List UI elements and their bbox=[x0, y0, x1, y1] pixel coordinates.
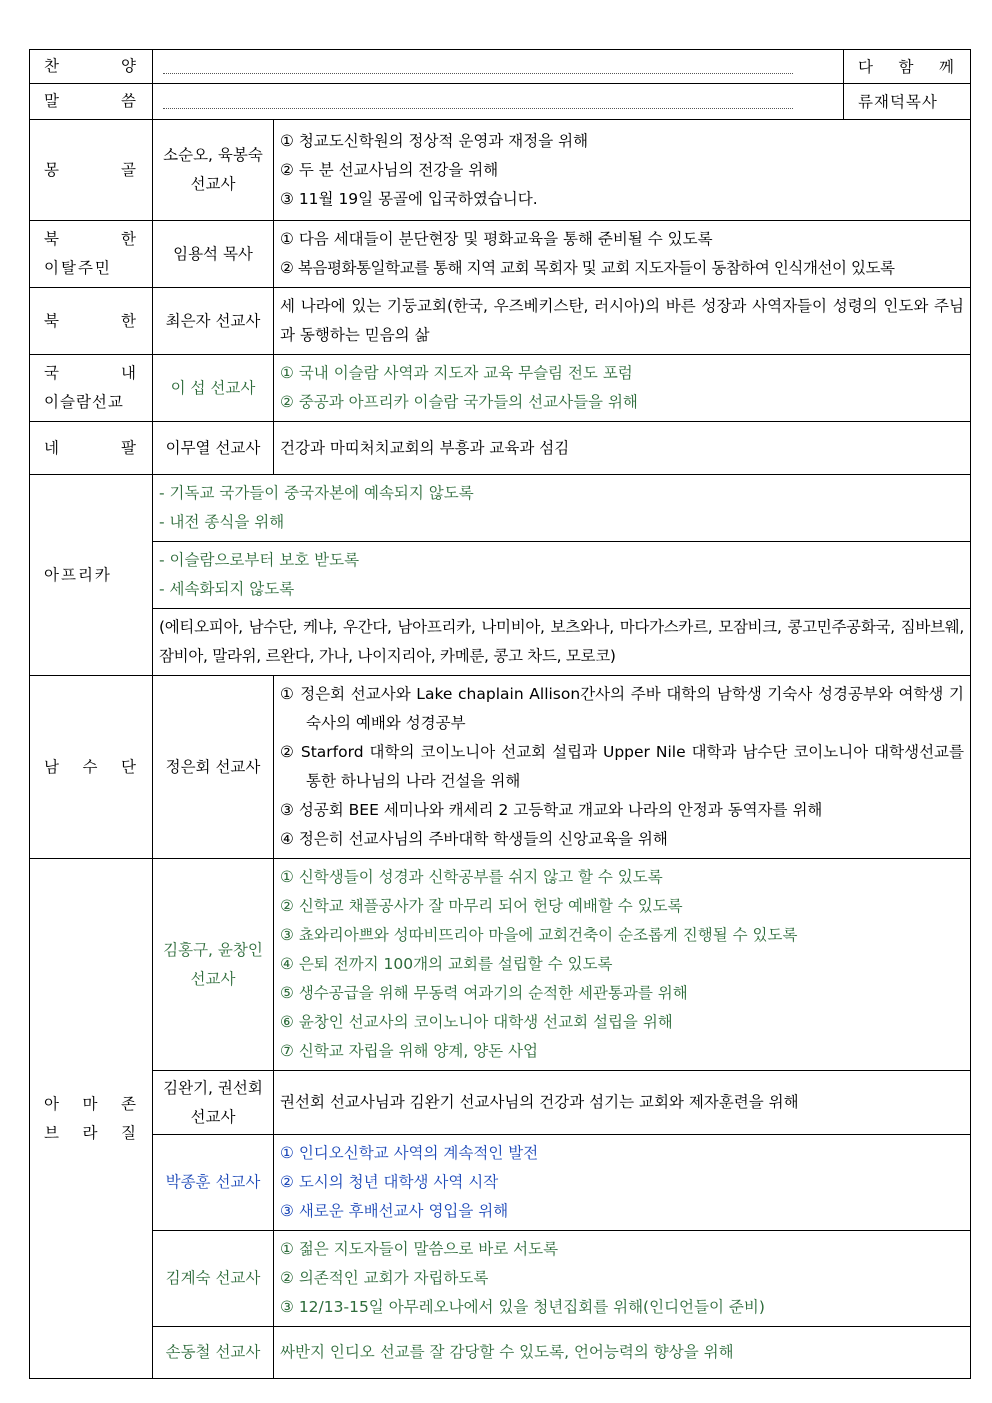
south-sudan-prayers bbox=[274, 676, 971, 859]
prayer-item: - 이슬람으로부터 보호 받도록 bbox=[159, 551, 360, 569]
north-korea-prayer: 세 나라에 있는 기둥교회(한국, 우즈베키스탄, 러시아)의 바른 성장과 사역자들이 성령의 인도와 주님과 동행하는 믿음의 삶 bbox=[274, 288, 971, 355]
domestic-islam-prayers bbox=[274, 355, 971, 422]
amazon-row-4 bbox=[30, 1231, 971, 1327]
prayer-item: ② 신학교 채플공사가 잘 마무리 되어 헌당 예배할 수 있도록 bbox=[280, 897, 683, 915]
amazon-kim-yoon-prayers bbox=[274, 859, 971, 1071]
mongolia-row bbox=[30, 120, 971, 221]
nepal-row bbox=[30, 422, 971, 475]
amazon-row-1 bbox=[30, 859, 971, 1071]
amazon-row-2 bbox=[30, 1071, 971, 1135]
word-row bbox=[30, 84, 971, 120]
nk-defectors-prayers bbox=[274, 221, 971, 288]
praise-label: 찬 양 bbox=[30, 50, 153, 84]
amazon-region: 아 마 존 브 라 질 bbox=[30, 859, 153, 1379]
south-sudan-row bbox=[30, 676, 971, 859]
prayer-item: ④ 은퇴 전까지 100개의 교회를 설립할 수 있도록 bbox=[280, 955, 613, 973]
prayer-item: ③ 성공회 BEE 세미나와 캐세리 2 고등학교 개교와 나라의 안정과 동역자를 위해 bbox=[280, 801, 823, 819]
prayer-item: ① 신학생들이 성경과 신학공부를 쉬지 않고 할 수 있도록 bbox=[280, 868, 663, 886]
mongolia-prayers bbox=[274, 120, 971, 221]
word-preacher: 류재덕목사 bbox=[844, 84, 971, 120]
praise-dotted-line bbox=[153, 50, 844, 84]
prayer-item: ③ 새로운 후배선교사 영입을 위해 bbox=[280, 1202, 509, 1220]
praise-row bbox=[30, 50, 971, 84]
amazon-kim-gye-prayers bbox=[274, 1231, 971, 1327]
amazon-row-3 bbox=[30, 1135, 971, 1231]
amazon-son-prayer: 싸반지 인디오 선교를 잘 감당할 수 있도록, 언어능력의 향상을 위해 bbox=[274, 1327, 971, 1379]
amazon-row-5 bbox=[30, 1327, 971, 1379]
prayer-item: - 세속화되지 않도록 bbox=[159, 580, 295, 598]
word-label: 말 씀 bbox=[30, 84, 153, 120]
word-dotted-line bbox=[153, 84, 844, 120]
domestic-islam-region: 국 내 이슬람선교 bbox=[30, 355, 153, 422]
africa-prayers-1 bbox=[153, 475, 971, 542]
south-sudan-region: 남 수 단 bbox=[30, 676, 153, 859]
prayer-item: ④ 정은히 선교사님의 주바대학 학생들의 신앙교육을 위해 bbox=[280, 830, 668, 848]
prayer-item: ① 젊은 지도자들이 말씀으로 바로 서도록 bbox=[280, 1240, 559, 1258]
prayer-item: ① 정은회 선교사와 Lake chaplain Allison간사의 주바 대학의 남학생 기숙사 성경공부와 여학생 기숙사의 예배와 성경공부 bbox=[280, 685, 964, 732]
prayer-item: - 내전 종식을 위해 bbox=[159, 513, 285, 531]
nepal-region: 네 팔 bbox=[30, 422, 153, 475]
prayer-item: ③ 12/13-15일 아무레오나에서 있을 청년집회를 위해(인디언들이 준비) bbox=[280, 1298, 765, 1316]
prayer-item: ① 국내 이슬람 사역과 지도자 교육 무슬림 전도 포럼 bbox=[280, 364, 633, 382]
amazon-kim-kwon-missionary: 김완기, 권선회 선교사 bbox=[153, 1071, 274, 1135]
domestic-islam-row bbox=[30, 355, 971, 422]
nk-defectors-missionary: 임용석 목사 bbox=[153, 221, 274, 288]
africa-row-3 bbox=[30, 609, 971, 676]
prayer-item: ① 인디오신학교 사역의 계속적인 발전 bbox=[280, 1144, 539, 1162]
amazon-park-missionary: 박종훈 선교사 bbox=[153, 1135, 274, 1231]
prayer-sheet bbox=[29, 49, 970, 1379]
prayer-item: - 기독교 국가들이 중국자본에 예속되지 않도록 bbox=[159, 484, 474, 502]
africa-region: 아프리카 bbox=[30, 475, 153, 676]
nepal-prayer: 건강과 마띠처치교회의 부흥과 교육과 섬김 bbox=[274, 422, 971, 475]
africa-row-2 bbox=[30, 542, 971, 609]
prayer-item: ⑦ 신학교 자립을 위해 양계, 양돈 사업 bbox=[280, 1042, 539, 1060]
prayer-item: ① 청교도신학원의 정상적 운영과 재정을 위해 bbox=[280, 131, 589, 150]
mongolia-region: 몽 골 bbox=[30, 120, 153, 221]
prayer-item: ③ 11월 19일 몽골에 입국하였습니다. bbox=[280, 189, 538, 208]
prayer-item: ② 의존적인 교회가 자립하도록 bbox=[280, 1269, 489, 1287]
africa-row-1 bbox=[30, 475, 971, 542]
amazon-kim-gye-missionary: 김계숙 선교사 bbox=[153, 1231, 274, 1327]
nk-defectors-region: 북 한 이탈주민 bbox=[30, 221, 153, 288]
prayer-item: ② 도시의 청년 대학생 사역 시작 bbox=[280, 1173, 499, 1191]
north-korea-row bbox=[30, 288, 971, 355]
amazon-kim-kwon-prayer: 권선회 선교사님과 김완기 선교사님의 건강과 섬기는 교회와 제자훈련을 위해 bbox=[274, 1071, 971, 1135]
prayer-item: ② 두 분 선교사님의 전강을 위해 bbox=[280, 160, 499, 179]
amazon-kim-yoon-missionary: 김홍구, 윤창인 선교사 bbox=[153, 859, 274, 1071]
prayer-item: ⑥ 윤창인 선교사의 코이노니아 대학생 선교회 설립을 위해 bbox=[280, 1013, 673, 1031]
north-korea-region: 북 한 bbox=[30, 288, 153, 355]
praise-leader: 다 함 께 bbox=[844, 50, 971, 84]
south-sudan-missionary: 정은회 선교사 bbox=[153, 676, 274, 859]
amazon-son-missionary: 손동철 선교사 bbox=[153, 1327, 274, 1379]
amazon-park-prayers bbox=[274, 1135, 971, 1231]
prayer-item: ③ 쵸와리아쁘와 성따비뜨리아 마을에 교회건축이 순조롭게 진행될 수 있도록 bbox=[280, 926, 798, 944]
nepal-missionary: 이무열 선교사 bbox=[153, 422, 274, 475]
mongolia-missionary: 소순오, 육봉숙 선교사 bbox=[153, 120, 274, 221]
prayer-item: ⑤ 생수공급을 위해 무동력 여과기의 순적한 세관통과를 위해 bbox=[280, 984, 688, 1002]
north-korea-missionary: 최은자 선교사 bbox=[153, 288, 274, 355]
prayer-item: ① 다음 세대들이 분단현장 및 평화교육을 통해 준비될 수 있도록 bbox=[280, 230, 713, 248]
prayer-item: ② Starford 대학의 코이노니아 선교회 설립과 Upper Nile 대학과 남수단 코이노니아 대학생선교를 통한 하나님의 나라 건설을 위해 bbox=[280, 743, 964, 790]
africa-prayers-2 bbox=[153, 542, 971, 609]
prayer-item: ② 중공과 아프리카 이슬람 국가들의 선교사들을 위해 bbox=[280, 393, 638, 411]
prayer-item: ② 복음평화통일학교를 통해 지역 교회 목회자 및 교회 지도자들이 동참하여 인식개선이 있도록 bbox=[280, 259, 895, 277]
domestic-islam-missionary: 이 섭 선교사 bbox=[153, 355, 274, 422]
africa-countries: (에티오피아, 남수단, 케냐, 우간다, 남아프리카, 나미비아, 보츠와나, 마다가스카르, 모잠비크, 콩고민주공화국, 짐바브웨, 잠비아, 말라위, 르완다, 가나, 나이지리아, 카메룬, 콩고 차드, 모로코) bbox=[153, 609, 971, 676]
nk-defectors-row bbox=[30, 221, 971, 288]
prayer-table bbox=[29, 49, 971, 1379]
